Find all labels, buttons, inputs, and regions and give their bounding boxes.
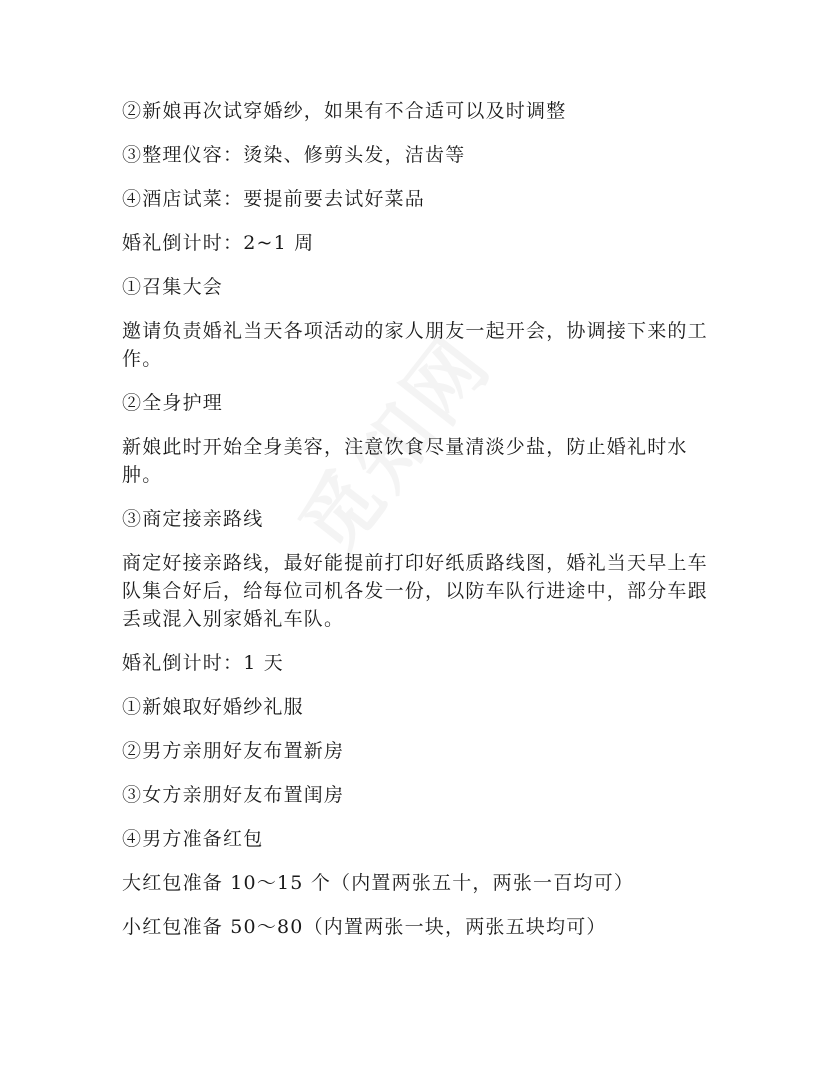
paragraph-large-envelopes: 大红包准备 10～15 个（内置两张五十，两张一百均可） xyxy=(122,872,635,894)
paragraph-red-envelopes: ④男方准备红包 xyxy=(122,828,264,850)
paragraph-groom-room: ②男方亲朋好友布置新房 xyxy=(122,740,345,762)
paragraph-bride-room: ③女方亲朋好友布置闺房 xyxy=(122,784,345,806)
paragraph-body-care-title: ②全身护理 xyxy=(122,392,224,414)
paragraph-menu-tasting: ④酒店试菜：要提前要去试好菜品 xyxy=(122,188,426,210)
paragraph-small-envelopes: 小红包准备 50～80（内置两张一块，两张五块均可） xyxy=(122,916,607,938)
paragraph-dress-fitting: ②新娘再次试穿婚纱，如果有不合适可以及时调整 xyxy=(122,100,567,122)
paragraph-meeting-desc: 邀请负责婚礼当天各项活动的家人朋友一起开会，协调接下来的工作。 xyxy=(122,320,708,370)
document-body xyxy=(122,97,718,957)
paragraph-body-care-desc: 新娘此时开始全身美容，注意饮食尽量清淡少盐，防止婚礼时水肿。 xyxy=(122,436,688,486)
paragraph-route-desc: 商定好接亲路线，最好能提前打印好纸质路线图，婚礼当天早上车队集合好后，给每位司机各发一份，以防车队行进途中，部分车跟丢或混入别家婚礼车队。 xyxy=(122,552,708,630)
section-heading-1-day: 婚礼倒计时：1 天 xyxy=(122,652,284,674)
section-heading-2-1-weeks: 婚礼倒计时：2~1 周 xyxy=(122,232,315,254)
paragraph-route-title: ③商定接亲路线 xyxy=(122,508,264,530)
paragraph-grooming: ③整理仪容：烫染、修剪头发，洁齿等 xyxy=(122,144,466,166)
paragraph-meeting-title: ①召集大会 xyxy=(122,276,224,298)
paragraph-pick-up-dress: ①新娘取好婚纱礼服 xyxy=(122,696,304,718)
